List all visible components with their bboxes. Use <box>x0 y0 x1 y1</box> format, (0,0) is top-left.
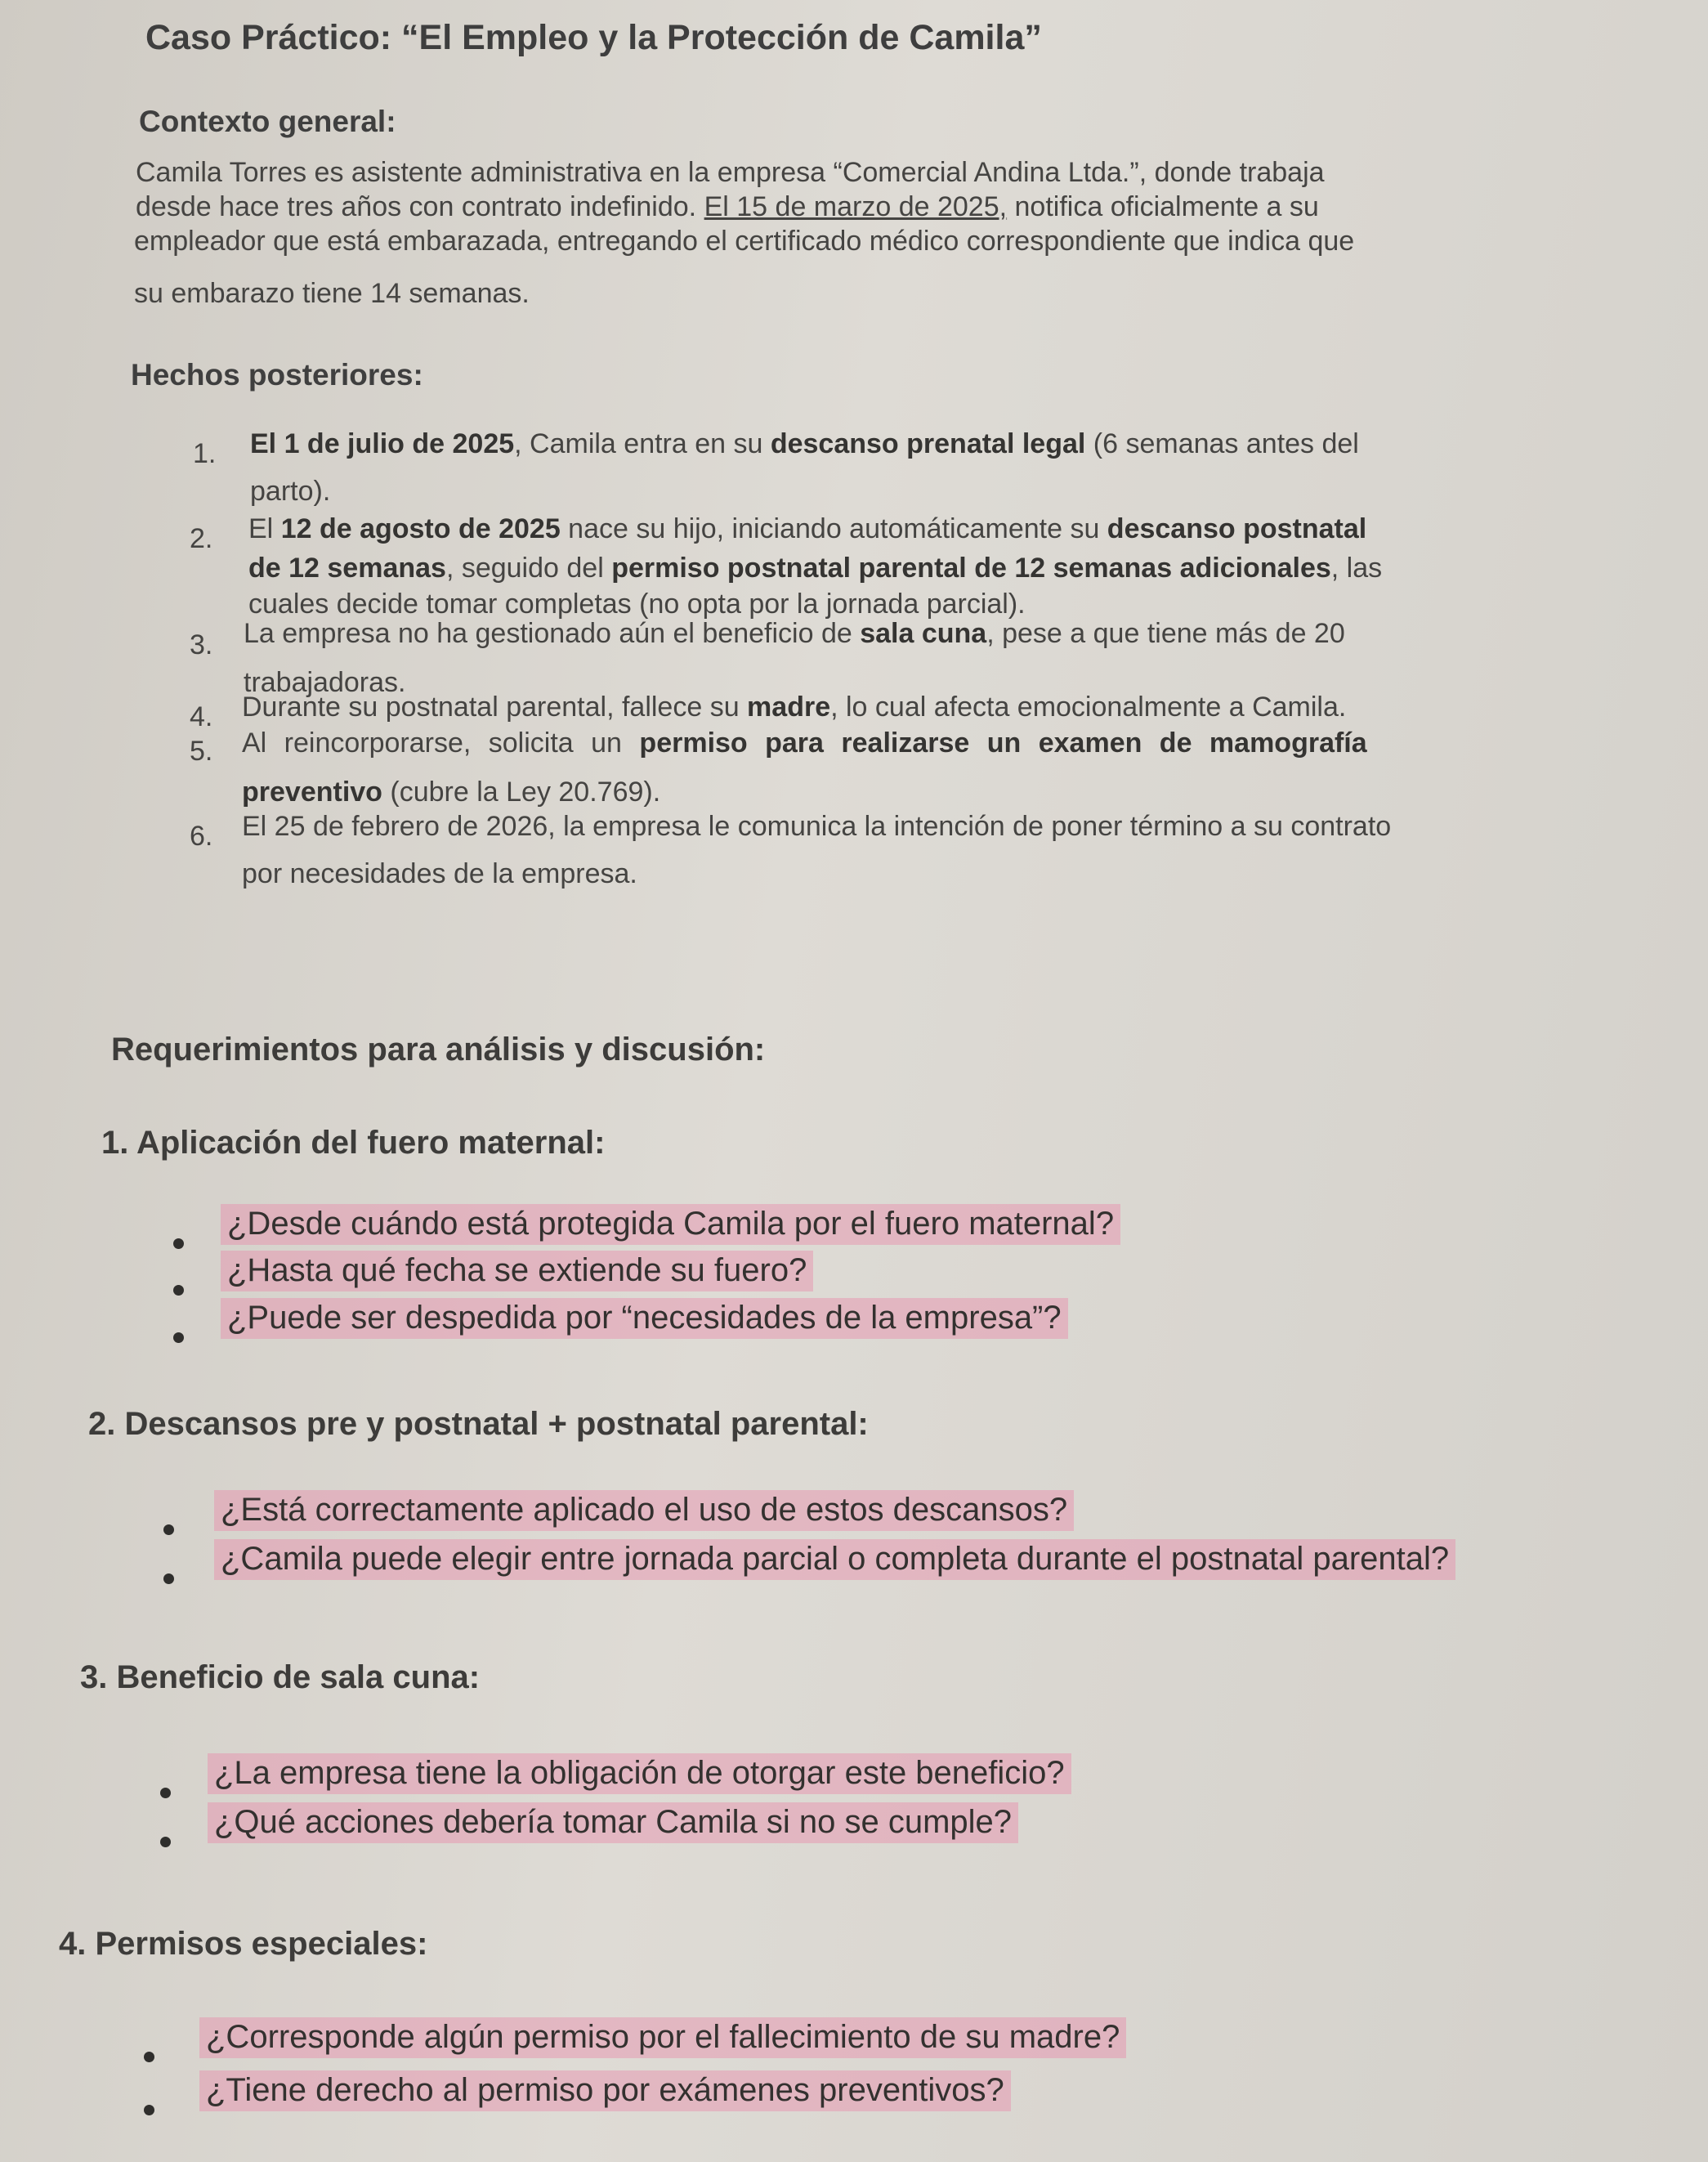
fact-3-line-2: trabajadoras. <box>244 667 406 698</box>
document-title: Caso Práctico: “El Empleo y la Protección de Camila” <box>145 18 1042 57</box>
fact-1-number: 1. <box>193 438 217 469</box>
question-2-2: ¿Camila puede elegir entre jornada parcial o completa durante el postnatal parental? <box>214 1541 1455 1578</box>
question-2-1: ¿Está correctamente aplicado el uso de estos descansos? <box>214 1492 1074 1529</box>
context-line-2: desde hace tres años con contrato indefinido. El 15 de marzo de 2025, notifica oficialmente a su <box>136 191 1319 222</box>
bullet-icon <box>173 1285 184 1296</box>
fact-4-number: 4. <box>190 701 213 732</box>
requirements-heading: Requerimientos para análisis y discusión: <box>111 1032 766 1068</box>
bullet-icon <box>163 1524 174 1535</box>
fact-2-line-2: de 12 semanas, seguido del permiso postnatal parental de 12 semanas adicionales, las <box>248 553 1383 584</box>
facts-heading: Hechos posteriores: <box>131 358 423 392</box>
fact-6-line-2: por necesidades de la empresa. <box>242 858 637 889</box>
bullet-icon <box>160 1837 171 1847</box>
bullet-icon <box>173 1238 184 1249</box>
section-3-title: 3. Beneficio de sala cuna: <box>80 1659 481 1695</box>
fact-1-line-1: El 1 de julio de 2025, Camila entra en su descanso prenatal legal (6 semanas antes del <box>250 428 1359 459</box>
fact-2-number: 2. <box>190 523 213 554</box>
bullet-icon <box>144 2052 154 2062</box>
section-4-title: 4. Permisos especiales: <box>59 1926 428 1962</box>
bullet-icon <box>144 2105 154 2115</box>
bullet-icon <box>173 1332 184 1343</box>
section-2-title: 2. Descansos pre y postnatal + postnatal parental: <box>88 1406 869 1442</box>
fact-6-number: 6. <box>190 821 213 852</box>
context-heading: Contexto general: <box>139 105 396 138</box>
bullet-icon <box>160 1788 171 1798</box>
fact-5-number: 5. <box>190 736 213 767</box>
context-line-4: su embarazo tiene 14 semanas. <box>134 278 530 309</box>
fact-4-line-1: Durante su postnatal parental, fallece su madre, lo cual afecta emocionalmente a Camila. <box>242 692 1347 723</box>
context-line-3: empleador que está embarazada, entregando el certificado médico correspondiente que indica que <box>134 226 1355 257</box>
fact-2-line-1: El 12 de agosto de 2025 nace su hijo, iniciando automáticamente su descanso postnatal <box>248 513 1367 544</box>
question-3-1: ¿La empresa tiene la obligación de otorgar este beneficio? <box>208 1755 1071 1792</box>
question-1-1: ¿Desde cuándo está protegida Camila por el fuero maternal? <box>221 1206 1120 1242</box>
fact-3-line-1: La empresa no ha gestionado aún el beneficio de sala cuna, pese a que tiene más de 20 <box>244 618 1345 649</box>
fact-5-line-2: preventivo (cubre la Ley 20.769). <box>242 777 661 808</box>
question-4-1: ¿Corresponde algún permiso por el fallecimiento de su madre? <box>199 2019 1126 2056</box>
question-1-2: ¿Hasta qué fecha se extiende su fuero? <box>221 1252 813 1289</box>
fact-2-line-3: cuales decide tomar completas (no opta por la jornada parcial). <box>248 589 1026 620</box>
fact-6-line-1: El 25 de febrero de 2026, la empresa le comunica la intención de poner término a su contrato <box>242 811 1392 842</box>
underlined-date: El 15 de marzo de 2025, <box>704 191 1008 222</box>
fact-3-number: 3. <box>190 629 213 660</box>
bullet-icon <box>163 1573 174 1584</box>
question-3-2: ¿Qué acciones debería tomar Camila si no se cumple? <box>208 1804 1018 1841</box>
fact-1-line-2: parto). <box>250 476 331 507</box>
question-1-3: ¿Puede ser despedida por “necesidades de la empresa”? <box>221 1300 1068 1336</box>
context-line-1: Camila Torres es asistente administrativa en la empresa “Comercial Andina Ltda.”, donde trabaja <box>136 157 1325 188</box>
fact-5-line-1: Al reincorporarse, solicita un permiso para realizarse un examen de mamografía <box>242 727 1367 759</box>
question-4-2: ¿Tiene derecho al permiso por exámenes preventivos? <box>199 2072 1011 2109</box>
section-1-title: 1. Aplicación del fuero maternal: <box>101 1125 606 1161</box>
